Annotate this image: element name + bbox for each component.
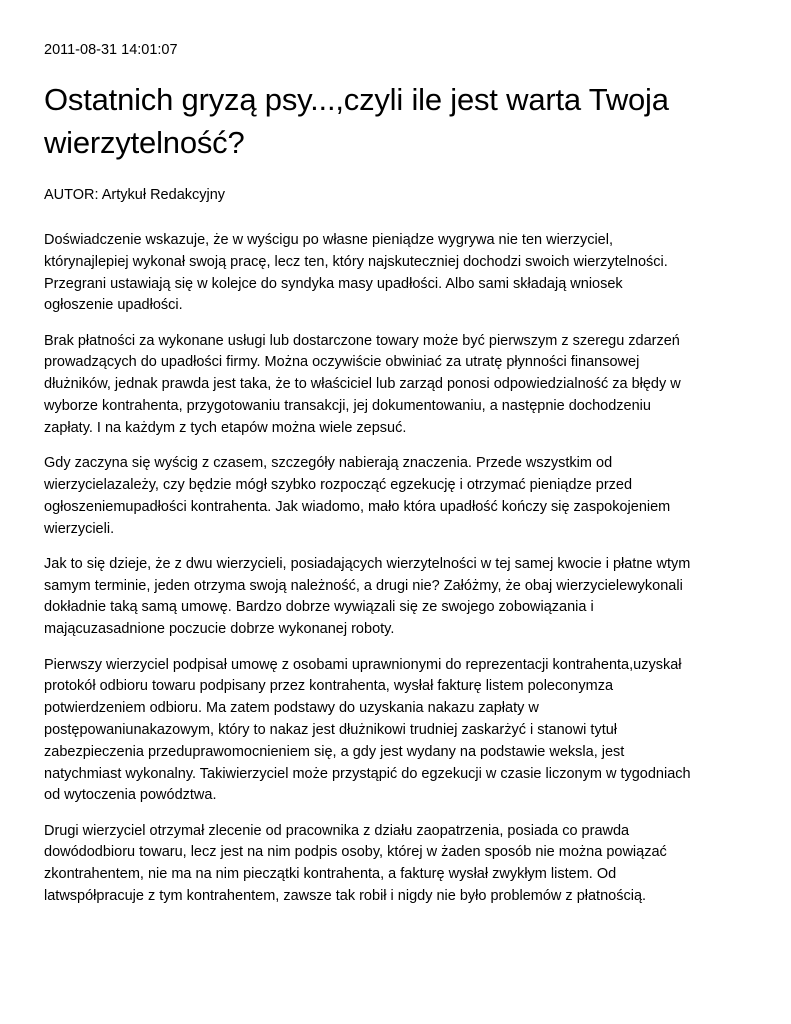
article-title: Ostatnich gryzą psy...,czyli ile jest warta Twoja wierzytelność? bbox=[44, 82, 669, 160]
paragraph: Pierwszy wierzyciel podpisał umowę z osobami uprawnionymi do reprezentacji kontrahenta,uzyskał protokół odbioru towaru podpisany przez kontrahenta, wysłał fakturę listem poleconymza potwierdzeniem odbioru. Ma zatem podstawy do uzyskania nakazu zapłaty w postępowaniunakazowym, który to nakaz jest dłużnikowi trudniej zaskarżyć i stanowi tytuł zabezpieczenia przeduprawomocnieniem się, a gdy jest wydany na podstawie weksla, jest natychmiast wykonalny. Takiwierzyciel może przystąpić do egzekucji w czasie liczonym w tygodniach od wytoczenia powództwa. bbox=[44, 656, 691, 804]
paragraph: Jak to się dzieje, że z dwu wierzycieli, posiadających wierzytelności w tej samej kwocie i płatne wtym samym terminie, jeden otrzyma swoją należność, a drugi nie? Załóżmy, że obaj wierzycielewykonali dokładnie taką samą umowę. Bardzo dobrze wywiązali się ze swojego zobowiązania i mającuzasadnione poczucie dobrze wykonanej roboty. bbox=[44, 555, 691, 638]
paragraph: Gdy zaczyna się wyścig z czasem, szczegóły nabierają znaczenia. Przede wszystkim od wierzycielazależy, czy będzie mógł szybko rozpocząć egzekucję i otrzymać pieniądze przed ogłoszeniemupadłości kontrahenta. Jak wiadomo, mało która upadłość kończy się zaspokojeniem wierzycieli. bbox=[44, 455, 671, 537]
article-date: 2011-08-31 14:01:07 bbox=[44, 42, 178, 58]
paragraph: Doświadczenie wskazuje, że w wyścigu po własne pieniądze wygrywa nie ten wierzyciel, którynajlepiej wykonał swoją pracę, lecz ten, który najskuteczniej dochodzi swoich wierzytelności. Przegrani ustawiają się w kolejce do syndyka masy upadłości. Albo sami składają wniosek ogłoszenie upadłości. bbox=[44, 232, 668, 314]
article-body bbox=[44, 230, 764, 908]
paragraph: Brak płatności za wykonane usługi lub dostarczone towary może być pierwszym z szeregu zdarzeń prowadzących do upadłości firmy. Można oczywiście obwiniać za utratę płynności finansowej dłużników, jednak prawda jest taka, że to właściciel lub zarząd ponosi odpowiedzialność za błędy w wyborze kontrahenta, przygotowaniu transakcji, jej dokumentowaniu, a następnie dochodzeniu zapłaty. I na każdym z tych etapów można wiele zepsuć. bbox=[44, 332, 681, 436]
article-author: AUTOR: Artykuł Redakcyjny bbox=[44, 187, 226, 203]
article bbox=[44, 40, 764, 921]
paragraph: Drugi wierzyciel otrzymał zlecenie od pracownika z działu zaopatrzenia, posiada co prawda dowódodbioru towaru, lecz jest na nim podpis osoby, której w żaden sposób nie można powiązać zkontrahentem, nie ma na nim pieczątki kontrahenta, a fakturę wysłał zwykłym listem. Od latwspółpracuje z tym kontrahentem, zawsze tak robił i nigdy nie było problemów z płatnością. bbox=[44, 822, 667, 905]
